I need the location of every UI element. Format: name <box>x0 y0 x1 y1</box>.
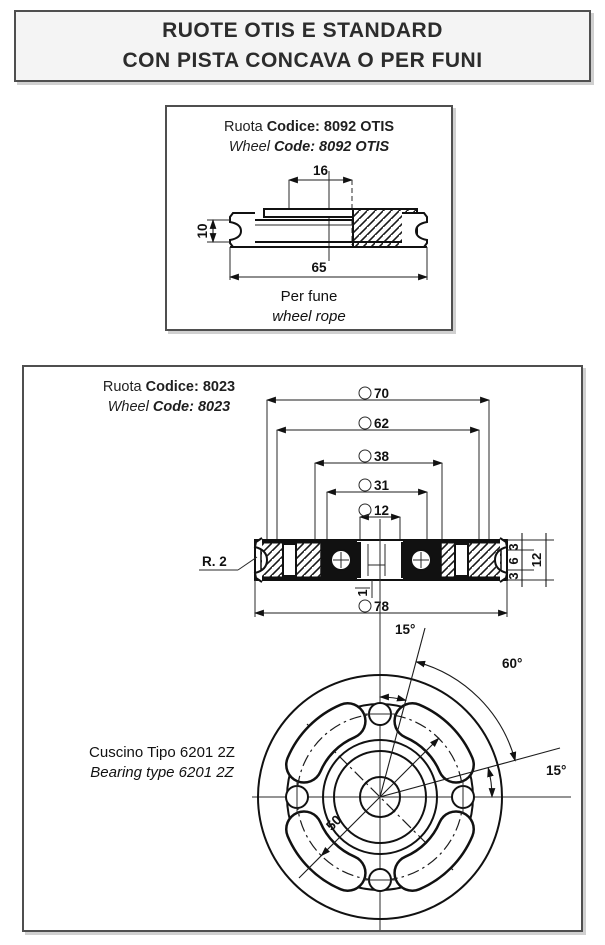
bearing-label <box>62 743 262 784</box>
label-code: Code: 8023 <box>152 398 231 415</box>
spoke-hole-left <box>283 544 296 576</box>
dim-3-top-label: 3 <box>506 543 521 551</box>
bearing-label-it: Cuscino Tipo 6201 2Z <box>89 744 235 761</box>
dim-6-label: 6 <box>506 557 521 565</box>
diameter-symbol <box>359 417 371 429</box>
hub-band <box>264 209 353 217</box>
angle-mid-label: 60° <box>502 656 523 671</box>
wheel-8023-title-en <box>54 398 284 418</box>
dim-1-label: 1 <box>355 589 370 597</box>
page-title-line2: CON PISTA CONCAVA O PER FUNI <box>122 49 483 72</box>
wheel-8023-header <box>54 378 284 417</box>
label-ruota: Ruota <box>223 119 267 135</box>
dim-16-label: 16 <box>313 163 329 178</box>
section-view <box>199 533 554 617</box>
diameter-symbol <box>359 450 371 462</box>
page-title-line1: RUOTE OTIS E STANDARD <box>162 18 443 42</box>
label-codice: Codice: 8092 OTIS <box>266 119 395 135</box>
diameter-symbol <box>359 600 371 612</box>
dim-50-label: 50 <box>323 812 345 834</box>
spoke-hole-right <box>455 544 468 576</box>
diameter-symbol <box>359 387 371 399</box>
wheel-8023-panel <box>22 365 583 932</box>
left-rim-groove <box>230 213 255 247</box>
diameter-ladder <box>267 386 489 539</box>
arc-15deg-right <box>488 768 492 797</box>
label-code: Code: 8092 OTIS <box>273 138 390 155</box>
label-wheel: Wheel <box>228 138 274 155</box>
dim-12-total-label: 12 <box>529 552 544 568</box>
dim-31-label: 31 <box>374 478 390 493</box>
dim-70-label: 70 <box>374 386 390 401</box>
wheel-8023-title-it <box>54 378 284 398</box>
title-box <box>14 10 591 82</box>
angle-top-label: 15° <box>395 622 416 637</box>
wheel-8092-panel <box>165 105 453 331</box>
angle-right-label: 15° <box>546 763 567 778</box>
arc-15deg-top <box>380 697 406 700</box>
wheel-8023-drawing <box>24 367 581 930</box>
diameter-symbol <box>359 504 371 516</box>
caption-en: wheel rope <box>272 307 346 325</box>
dim-3-bottom-label: 3 <box>506 572 521 580</box>
radius-label: R. 2 <box>202 554 227 569</box>
bearing-label-en: Bearing type 6201 2Z <box>90 764 234 782</box>
right-rim-groove <box>402 213 427 247</box>
dim-65-label: 65 <box>311 260 327 275</box>
hatch-right <box>441 542 501 578</box>
label-ruota: Ruota <box>102 379 146 395</box>
label-codice: Codice: 8023 <box>145 379 236 395</box>
caption-it: Per fune <box>280 288 338 305</box>
diameter-symbol <box>359 479 371 491</box>
dim-10-label: 10 <box>195 223 210 239</box>
label-wheel: Wheel <box>107 398 153 415</box>
dim-12-label: 12 <box>374 503 390 518</box>
dim-62-label: 62 <box>374 416 390 431</box>
wheel-8092-caption <box>167 287 451 326</box>
dim-78-label: 78 <box>374 599 390 614</box>
dim-38-label: 38 <box>374 449 390 464</box>
